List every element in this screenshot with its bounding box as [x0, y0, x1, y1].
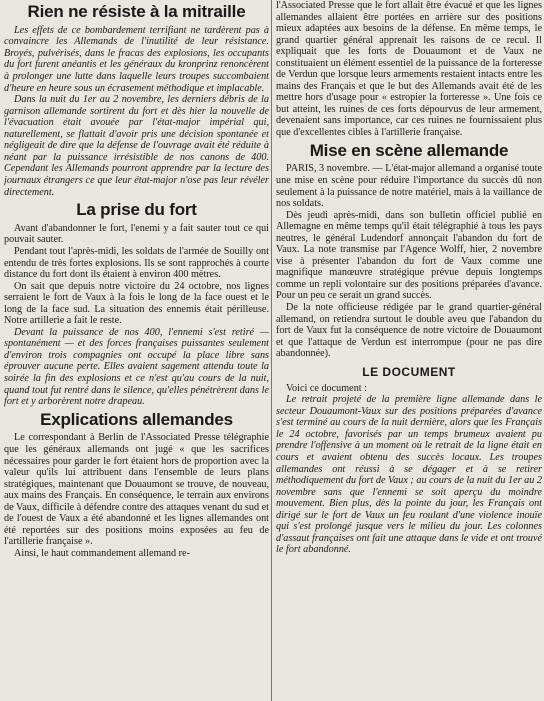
paragraph: Dès jeudi après-midi, dans son bulletin officiel publié en Allemagne en même temps qu'il était télégraphié à tous les pays neutres, le général Ludendorf annonçait l'abandon du fort de Vaux. La note transmise par l'Agence Wolff, hier, 2 novembre vise à présenter l'abandon du fort de Vaux comme une magnifique manœuvre stratégique prévue depuis longtemps comme un repli volontaire sur des positions préparées d'avance. Pour un peu ce serait un grand succès. — [276, 209, 542, 302]
paragraph: Voici ce document : — [286, 382, 368, 394]
paragraph: De la note officieuse rédigée par le grand quartier-général allemand, on retiendra surtout le double aveu que l'abandon du fort de Vaux fut la conséquence de notre victoire de Douaumont et que l'attaque de Verdun est interrompue (pour ne pas dire abandonnée). — [276, 301, 542, 360]
paragraph: Ainsi, le haut commandement allemand re- — [14, 547, 190, 559]
paragraph: l'Associated Presse que le fort allait être évacué et que les lignes allemandes allaient être portées en arrière sur des positions mieux adaptées aux besoins de la défense. En même temps, le grand quartier général apprenait les raisons de ce recul. Il expliquait que les forts de Douaumont et de Vaux ne constituaient un élément essentiel de la puissance de la forteresse de Verdun que lorsque leurs armements restaient intacts entre les mains des Français et que le but des Allemands avait été de les mettre hors d'usage pour « estropier la forteresse ». Une fois ce but atteint, les ruines de ces forts dépourvus de leur armement, devenaient sans importance, car ces ruines ne fournissaient plus que d'excellentes cibles à l'artillerie française. — [276, 0, 542, 139]
paragraph: Dans la nuit du 1er au 2 novembre, les derniers débris de la garnison allemande sortirent du fort et dès hier la nouvelle de l'évacuation était avouée par l'état-major impérial qui, naturellement, se flattait d'avoir pris une décision spontanée et négligeait de dire que la défense de l'ouvrage avait été réduite à néant par la puissance irrésistible de nos canons de 400. Cependant les Allemands pourront apprendre par la lecture des journaux étrangers ce que leur état-major n'ose pas leur révéler directement. — [4, 94, 269, 198]
paragraph: On sait que depuis notre victoire du 24 octobre, nos lignes serraient le fort de Vaux à la fois le long de la face ouest et le long de la face sud. La situation des ennemis était périlleuse. Notre artillerie a fait le reste. — [4, 280, 269, 327]
paragraph: Le retrait projeté de la première ligne allemande dans le secteur Douaumont-Vaux sur des positions préparées d'avance s'est terminé au cours de la nuit dernière, alors que les Français le 24 octobre, favorisés par un temps brumeux avaient pu prendre l'offensive à un moment où le retrait de la ligne était en cours et avaient obtenu des succès locaux. Les troupes allemandes ont réussi à se dégager et à se retirer méthodiquement du fort de Vaux ; au cours de la nuit du 1er au 2 novembre sans que l'ennemi se soit aperçu du moindre mouvement. Bien plus, dès la pointe du jour, les Français ont dirigé sur le fort de Vaux un feu roulant d'une violence inouïe qui s'est prolongé jusque vers le milieu du jour. Les colonnes d'assaut françaises ont fait une attaque dans le vide et ont trouvé le fort abandonné. — [276, 394, 542, 556]
headline-explications: Explications allemandes — [40, 409, 233, 429]
column-divider — [271, 0, 272, 701]
headline-mitraille: Rien ne résiste à la mitraille — [27, 2, 246, 21]
paragraph: Le correspondant à Berlin de l'Associated Presse télégraphie que les généraux allemands ont jugé « que les sacrifices nécessaires pour garder le fort étaient hors de proportion avec la valeur qu'ils lui attribuent dans l'ensemble de leurs plans stratégiques, maintenant que Douaumont se trouve, de nouveau, aux mains des Français. En conséquence, le terrain aux environs de Vaux, difficile à défendre contre des attaques venant du sud et de l'ouest de Vaux a été abandonné et les lignes allemandes ont été reportées sur des positions moins exposées au feu de l'artillerie française ». — [4, 432, 269, 548]
headline-prise-du-fort: La prise du fort — [76, 200, 197, 220]
paragraph: Avant d'abandonner le fort, l'enemi y a fait sauter tout ce qui pouvait sauter. — [4, 222, 269, 246]
dateline: PARIS, 3 novembre. — [286, 163, 370, 175]
headline-mise-en-scene: Mise en scène allemande — [309, 140, 509, 160]
left-column — [4, 0, 269, 701]
paragraph: Les effets de ce bombardement terrifiant ne tardèrent pas à convaincre les Allemands de l'inutilité de leur résistance. Broyés, pulvérisés, dans le fracas des explosions, les occupants du fort furent anéantis et les généraux du kronprinz renoncèrent à prolonger une lutte dans laquelle leurs troupes succombaient d'heure en heure sous un écrasement méthodique et implacable. — [4, 24, 269, 94]
right-column — [276, 0, 542, 701]
paragraph: Devant la puissance de nos 400, l'ennemi s'est retiré — spontanément — et des forces françaises puissantes seulement d'environ trois compagnies ont occupé la place libre sans éprouver aucune perte. Elles avaient sagement attendu toute la soirée la fin des explosions et ce n'est qu'au cours de la nuit, quand tout fut rentré dans le silence, qu'elles pénétrèrent dans le fort et y arborèrent notre drapeau. — [4, 326, 269, 408]
paragraph-body: — L'état-major allemand a organisé toute une mise en scène pour réduire l'importance du succès dû non seulement à la puissance de notre matériel, mais à la vaillance de nos soldats. — [276, 163, 542, 210]
paragraph: Pendant tout l'après-midi, les soldats de l'armée de Souilly ont entendu de très fortes explosions. Ils se sont rapprochés à courte distance du fort dont ils étaient à environ 400 mètres. — [4, 245, 269, 281]
subhead-document: LE DOCUMENT — [362, 364, 456, 379]
dateline-paragraph — [276, 163, 542, 209]
